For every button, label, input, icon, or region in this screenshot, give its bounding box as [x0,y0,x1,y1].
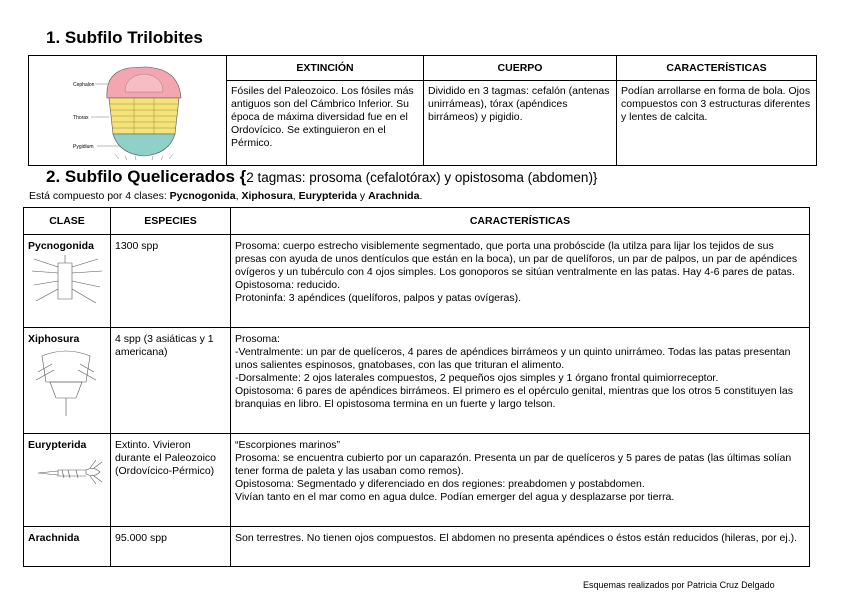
cephalon-label: Cephalon [73,81,95,88]
especies-cell: 95.000 spp [111,527,231,567]
extincion-cell: Fósiles del Paleozoico. Los fósiles más antiguos son del Cámbrico Inferior. Su época de máxima diversidad fue en el Ordovícico. Se extinguieron en el Pérmico. [227,81,424,166]
trilobite-pygidium [113,134,175,156]
caracteristicas-cell [231,328,810,434]
char-line: Protoninfa: 3 apéndices (quelíforos, palpos y patas ovígeras). [235,292,522,304]
intro-sep-1: , [235,190,242,202]
table-row [24,235,810,328]
caracteristicas-cell: Podían arrollarse en forma de bola. Ojos compuestos con 3 estructuras diferentes y lentes de calcita. [617,81,817,166]
char-line: Prosoma: se encuentra cubierto por un caparazón. Presenta un par de quelíceros y 5 pares de patas (las últimas solían tener forma de paleta y las usaban como remos). [235,452,792,477]
intro-class-2: Xiphosura [241,190,293,202]
trilobites-table [28,55,817,166]
intro-sep-3: y [356,190,369,202]
table-row [24,328,810,434]
section1-title: 1. Subfilo Trilobites [46,28,203,47]
table-row [24,527,810,567]
section2-subtitle: 2 tagmas: prosoma (cefalotórax) y opistosoma (abdomen)} [246,170,598,185]
char-line: Opistosoma: 6 pares de apéndices birrámeos. El primero es el opérculo genital, mientras que los otros 5 constituyen las branquias en libro. El opistosoma termina en un fuerte y largo telson. [235,385,793,410]
table-row [24,434,810,527]
clase-cell [24,434,111,527]
char-line: Son terrestres. No tienen ojos compuestos. El abdomen no presenta apéndices o éstos están reducidos (hileras, por ej.). [235,532,798,544]
intro-end: . [419,190,423,202]
footer-credit: Esquemas realizados por Patricia Cruz Delgado [583,580,775,590]
intro-prefix: Está compuesto por 4 clases: [29,190,170,202]
header-cuerpo: CUERPO [424,56,617,81]
char-line: -Dorsalmente: 2 ojos laterales compuestos, 2 pequeños ojos simples y 1 órgano frontal quimiorreceptor. [235,372,719,384]
section2-title [46,167,597,187]
intro-class-3: Eurypterida [298,190,357,202]
clase-cell [24,235,111,328]
pygidium-label: Pygidium [73,143,94,150]
xiphosura-sketch [28,346,106,418]
class-name-pycnogonida: Pycnogonida [28,240,94,252]
section2-intro [29,190,422,202]
intro-class-4: Arachnida [368,190,420,202]
class-name-eurypterida: Eurypterida [28,439,87,451]
especies-cell: 1300 spp [111,235,231,328]
cuerpo-cell: Dividido en 3 tagmas: cefalón (antenas unirrámeas), tórax (apéndices birrámeos) y pigidio. [424,81,617,166]
char-line: Opistosoma: Segmentado y diferenciado en dos regiones: preabdomen y postabdomen. [235,478,645,490]
class-name-arachnida: Arachnida [28,532,80,544]
eurypterida-sketch [28,452,106,492]
char-line: “Escorpiones marinos” [235,439,341,451]
intro-class-1: Pycnogonida [169,190,236,202]
especies-cell: 4 spp (3 asiáticas y 1 americana) [111,328,231,434]
quelicerados-table [23,207,810,567]
header-caracteristicas-2: CARACTERÍSTICAS [231,208,810,235]
char-line: Opistosoma: reducido. [235,279,341,291]
caracteristicas-cell [231,527,810,567]
trilobite-figure-cell [29,56,227,166]
char-line: Prosoma: [235,333,280,345]
clase-cell [24,527,111,567]
header-clase: CLASE [24,208,111,235]
thorax-label: Thorax [73,114,89,121]
especies-cell: Extinto. Vivieron durante el Paleozoico (Ordovícico-Pérmico) [111,434,231,527]
caracteristicas-cell [231,434,810,527]
char-line: Prosoma: cuerpo estrecho visiblemente segmentado, que porta una probóscide (la utilza para lijar los tejidos de sus presas con ayuda de unos dentículos que están en la boca), un par de quelíforos, un par de palpos, un par de apéndices ovígeros y un tubérculo con 4 ojos simples. Los gonoporos se sitúan ventralmente en las patas. Hay 4-6 pares de patas. [235,240,798,278]
section2-title-text: 2. Subfilo Quelicerados { [46,167,247,186]
class-name-xiphosura: Xiphosura [28,333,80,345]
intro-sep-2: , [292,190,299,202]
caracteristicas-cell [231,235,810,328]
clase-cell [24,328,111,434]
trilobite-illustration [29,62,226,160]
header-especies: ESPECIES [111,208,231,235]
header-extincion: EXTINCIÓN [227,56,424,81]
char-line: Vivían tanto en el mar como en agua dulce. Podían emerger del agua y desplazarse por tierra. [235,491,675,503]
pycnogonida-sketch [28,253,106,308]
header-caracteristicas: CARACTERÍSTICAS [617,56,817,81]
char-line: -Ventralmente: un par de quelíceros, 4 pares de apéndices birrámeos y un quinto unirrámeo. Todas las patas presentan unos salientes espinosos, gnatobases, con las que trituran el alimento. [235,346,791,371]
